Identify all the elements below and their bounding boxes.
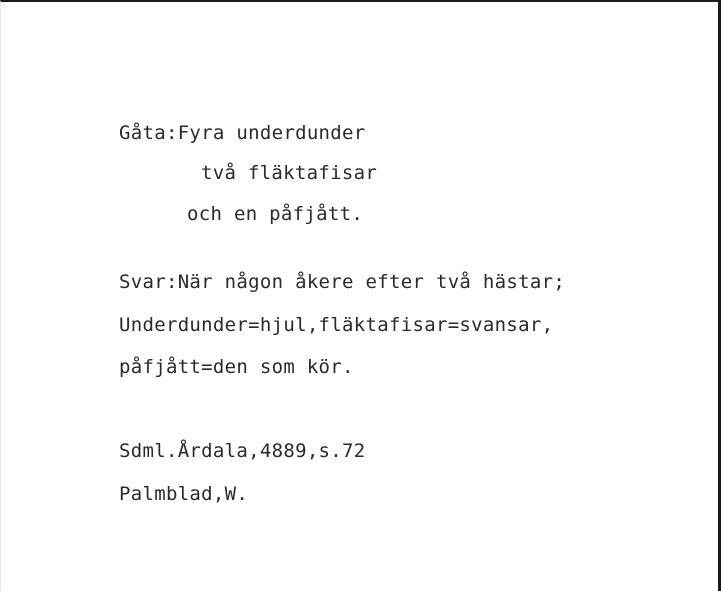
source-reference: Sdml.Årdala,4889,s.72 — [119, 440, 366, 462]
collector-name: Palmblad,W. — [119, 483, 249, 505]
answer-line-3: påfjått=den som kör. — [119, 356, 354, 378]
riddle-line-3: och en påfjått. — [187, 203, 364, 225]
answer-line-1: Svar:När någon åkere efter två hästar; — [119, 271, 566, 293]
riddle-line-2: två fläktafisar — [201, 162, 378, 184]
answer-line-2: Underdunder=hjul,fläktafisar=svansar, — [119, 314, 554, 336]
riddle-line-1: Gåta:Fyra underdunder — [119, 122, 366, 144]
